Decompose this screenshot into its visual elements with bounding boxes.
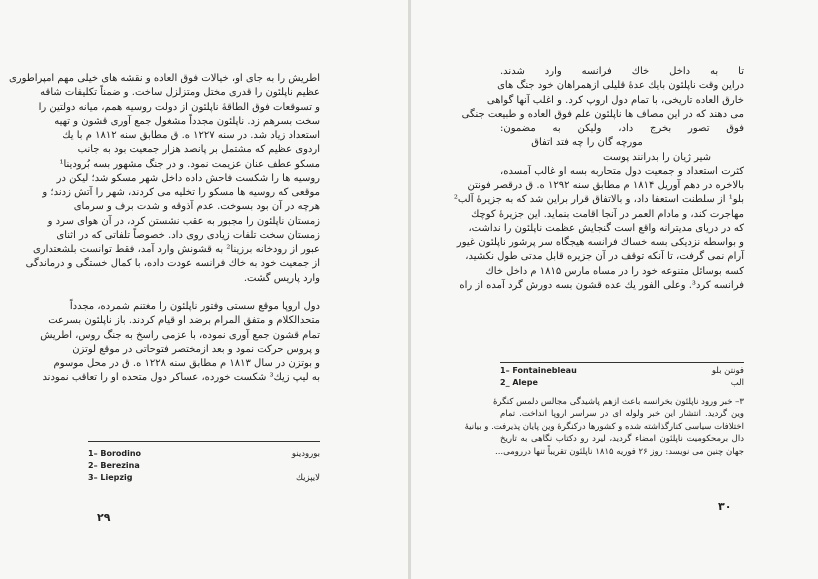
- right-body-line: می دهند که در این مصاف ها ناپلئون علم فوق العاده و طبیعت جنگی: [461, 108, 744, 120]
- left-footnote-rule: [88, 441, 320, 442]
- left-body-line: تمام قشون جمع آوری نموده، با عزمی راسخ به جنگ روس، اطریش: [40, 329, 320, 341]
- right-note-line: دال برمحکومیت ناپلئون امضاء گردید، لیرد رو دکتاب نگاهی به تاریخ: [500, 434, 744, 445]
- right-body-line: بالاخره در دهم آوریل ۱۸۱۴ م مطابق سنه ۱۲۹۲ ه. ق درقصر فونتن: [467, 180, 744, 191]
- footnote-row: [88, 449, 320, 459]
- right-body-line: خارق العاده تاریخی، با تمام دول اروپ کرد. و اغلب آنها گواهی: [486, 94, 744, 106]
- left-body-line: هرچه در آن بود بسوخت. عدم آذوقه و شدت برف و سرمای: [73, 201, 320, 213]
- right-note-line: وین گردید. انتشار این خبر ولوله ای در سراسر اروپا انداخت. تمام: [500, 409, 744, 420]
- left-body-line: استعداد زیاد شد. در سنه ۱۲۲۷ ه. ق مطابق سنه ۱۸۱۲ م با یك: [62, 130, 320, 141]
- left-page-body-text: [8, 72, 320, 386]
- left-body-line: زمستان ناپلئون را مجبور به عقب نشستن کرد، در آن هوای سرد و: [47, 215, 320, 227]
- left-page: [0, 0, 408, 579]
- right-note-line: جهان چنین می نویسد: روز ۲۶ فوریه ۱۸۱۵ ناپلئون تقریباً تنها دررومی...: [495, 446, 744, 457]
- footnote-latin-term: 1– Borodino: [88, 449, 142, 458]
- right-note-line: اختلافات سیاسی کنارگذاشته شده و کشورها درکنگرهٔ وین پایان پذیرفت. و بیانیهٔ: [464, 421, 744, 432]
- left-body-line: زمستان سخت تلفات زیادی روی داد. خصوصاً تلفاتی که در اثنای: [56, 229, 320, 241]
- left-page-number: ۲۹: [97, 511, 111, 524]
- left-body-line: وارد پاریس گشت.: [243, 272, 320, 284]
- footnote-persian-term: لایپزیك: [296, 473, 320, 483]
- right-body-line: و بواسطه نزدیکی بسه خساك فرانسه هیجگاه سر پرشور ناپلئون غیور: [456, 237, 744, 248]
- right-page: [411, 0, 818, 579]
- right-body-line: مورچه گان را چه فتد اتفاق: [531, 137, 643, 149]
- footnote-row: [500, 366, 744, 376]
- right-page-number: ۳۰: [718, 500, 732, 513]
- left-body-line: روسیه ها را شکست فاحش داده داخل شهر مسکو شد؛ لیکن در: [56, 172, 320, 184]
- footnote-latin-term: 3– Liepzig: [88, 473, 133, 482]
- right-body-line: مهاجرت کند، و مادام العمر در آنجا اقامت بنماید. این جزیرهٔ کوچك: [471, 208, 744, 220]
- left-body-line: به لیپ زیك³ شکست خورده، عساکر دول متحده او را تعاقب نمودند: [42, 372, 320, 384]
- left-body-line: و بوتزن در سال ۱۸۱۳ م مطابق سنه ۱۲۲۸ ه. ق در محل موسوم: [53, 358, 320, 369]
- left-body-line: [80, 286, 320, 300]
- left-body-line: عبور از رودخانه برزینا² به قشونش وارد آمد، فقط توانست بلشعتداری: [32, 244, 320, 255]
- right-body-line: آرام نمی گرفت، تا آنکه توقف در آن جزیره قابل مدتی طول نکشید،: [465, 251, 744, 263]
- right-note-line: ۳– خبر ورود ناپلئون بخرانسه باعث ازهم پاشیدگی مجالس دلمس کنگرهٔ: [492, 397, 744, 407]
- left-body-line: و تسوقعات فوق الطاقهٔ ناپلئون از دولت روسیه همم، میانه دولتین را: [38, 101, 320, 113]
- left-body-line: مسکو عطف عنان عزیمت نمود. و در جنگ مشهور بسه بُرودینا¹: [59, 158, 320, 170]
- left-body-line: سخت بسرهم زد. ناپلئون مجدداً مشغول جمع آوری قشون و تهیه: [54, 115, 320, 127]
- right-body-line: بلو¹ از سلطنت استعفا داد، و بالاتفاق قرار براین شد که به جزیرهٔ آلب²: [453, 194, 744, 206]
- left-body-line: از جمعیت خود به خاك فرانسه عودت داده، با کمال خستگی و درماندگی: [25, 258, 320, 270]
- footnote-persian-term: بورودینو: [291, 449, 320, 459]
- left-body-line: متحدالکلام و متفق المرام برضد او قیام کردند. باز ناپلئون بسرعت: [48, 315, 320, 327]
- left-body-line: اطریش را به جای او، خیالات فوق العاده و نقشه های خیلی مهم امپراطوری: [8, 73, 320, 84]
- footnote-latin-term: 2_ Alepe: [500, 378, 538, 387]
- footnote-persian-term: الب: [730, 378, 744, 388]
- left-body-line: و پروس حرکت نمود و بعد ازمختصر فتوحاتی در موقع لوتزن: [72, 343, 320, 355]
- right-footnote-rule: [500, 362, 744, 363]
- right-body-line: که در دریای مدیترانه واقع است گنجایش عظمت ناپلئون را نداشت،: [468, 222, 744, 234]
- right-body-line: فوق تصور بخرج داد، ولیکن به مضمون:: [500, 123, 744, 134]
- left-body-line: دول اروپا موقع سستی وفتور ناپلئون را مغتنم شمرده، مجدداً: [69, 301, 320, 312]
- footnote-row: [500, 378, 744, 388]
- footnote-latin-term: 1– Fontainebleau: [500, 366, 577, 375]
- footnote-row: [88, 473, 320, 483]
- footnote-persian-term: فونتن بلو: [711, 366, 744, 376]
- right-footnote-notes: [464, 396, 744, 458]
- right-body-line: فرانسه کرد³. وعلی الفور یك عده قشون بسه دورش گرد آمده از راه: [459, 279, 744, 291]
- footnote-row: [88, 461, 320, 470]
- right-body-line: کسه بوسائل متنوعه خود را در مساه مارس ۱۸۱۵ م داخل خاك: [485, 265, 744, 277]
- right-page-body-text: [453, 65, 744, 293]
- right-body-line: کثرت استعداد و جمعیت دول متحاربه بسه او غالب آمسده،: [500, 165, 744, 177]
- right-body-line: شیر ژیان را بدرانند پوست: [602, 151, 712, 163]
- left-body-line: موقعی که روسیه ها مسکو را تخلیه می کردند، شهر را آتش زدند؛ و: [42, 187, 320, 198]
- left-body-line: اردوی عظیم که مشتمل بر پانصد هزار جمعیت بود به جانب: [77, 144, 320, 156]
- right-body-line: تا به داخل خاك فرانسه وارد شدند.: [500, 66, 744, 77]
- footnote-latin-term: 2– Berezina: [88, 461, 140, 470]
- left-body-line: عظیم ناپلئون را قدری مختل ومتزلزل ساخت. و ضمناً تکلیفات شاقه: [40, 87, 320, 99]
- right-body-line: دراین وقت ناپلئون بایك عدهٔ قلیلی ازهمراهان خود جنگ های: [497, 80, 744, 92]
